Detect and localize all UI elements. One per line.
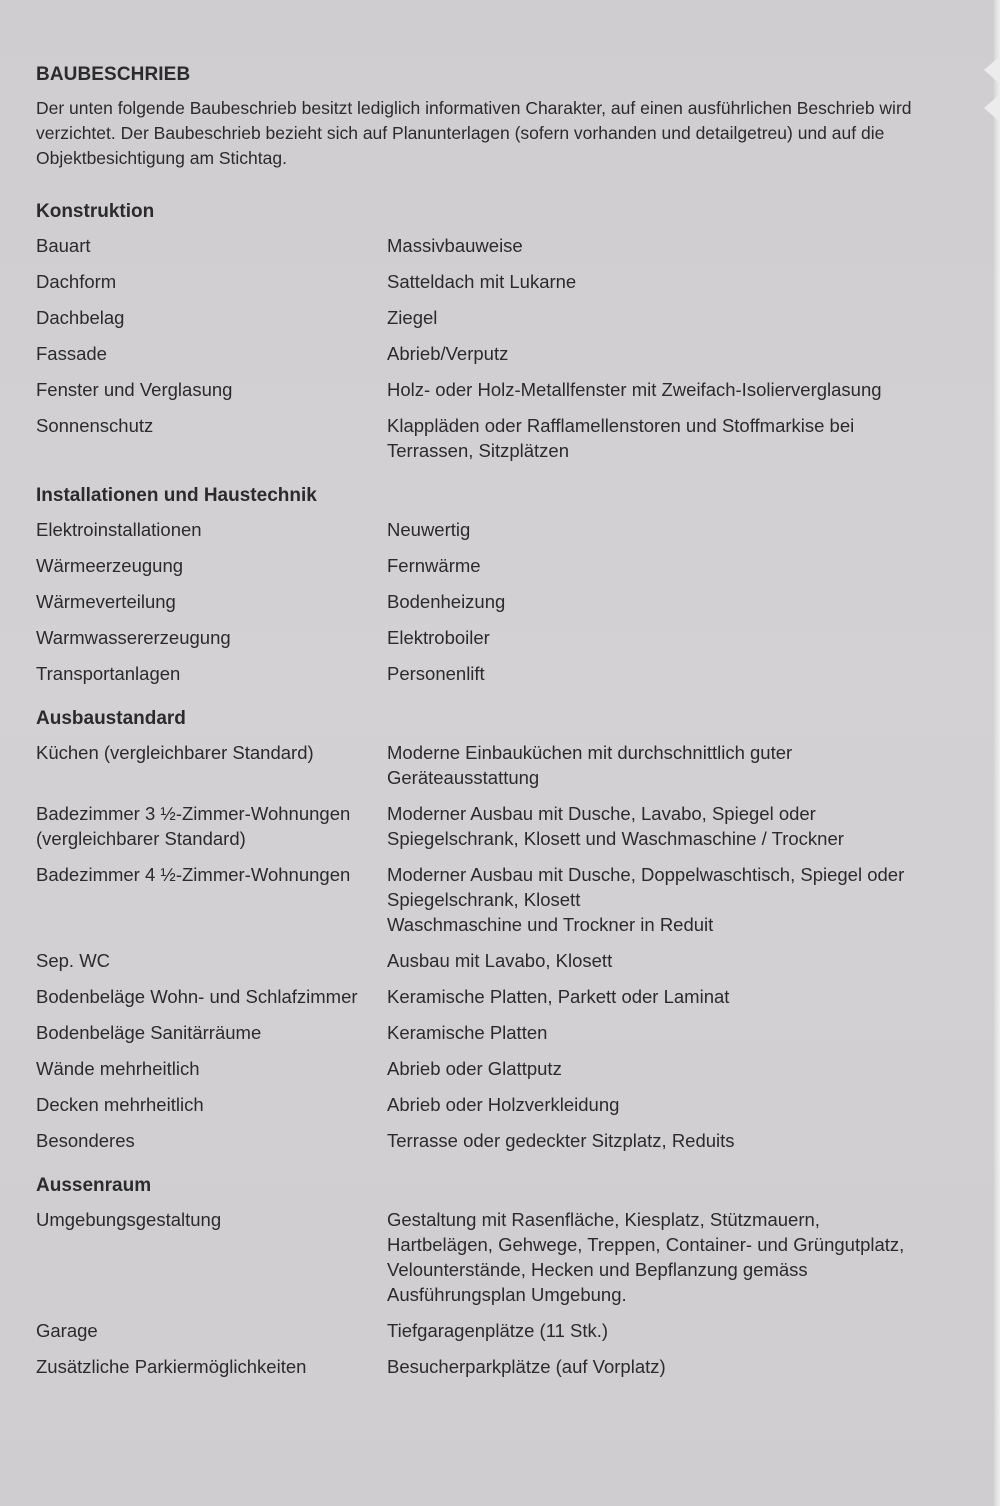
section-ausbaustandard <box>36 708 916 1153</box>
page-tab-marker <box>984 56 1000 84</box>
table-row <box>36 269 916 294</box>
row-label: Elektroinstallationen <box>36 519 202 540</box>
page-tab-marker <box>984 94 1000 122</box>
row-label: Sep. WC <box>36 950 111 971</box>
table-row <box>36 1020 916 1045</box>
table-row <box>36 341 916 366</box>
row-value: Fernwärme <box>387 555 481 576</box>
document-title: BAUBESCHRIEB <box>36 64 191 85</box>
row-label: Garage <box>36 1320 98 1341</box>
row-value: Bodenheizung <box>387 591 506 612</box>
table-row <box>36 1128 916 1153</box>
row-value: Elektroboiler <box>387 627 490 648</box>
row-value: Keramische Platten <box>387 1022 548 1043</box>
row-label: Bodenbeläge Sanitärräume <box>36 1022 262 1043</box>
row-value: Gestaltung mit Rasenfläche, Kiesplatz, Stützmauern, Hartbelägen, Gehwege, Treppen, Container- und Grüngutplatz, Velounterstände, Hecken und Bepflanzung gemäss Ausführungsplan Umgebung. <box>387 1209 905 1305</box>
table-row <box>36 862 916 937</box>
table-row <box>36 305 916 330</box>
row-label: Besonderes <box>36 1130 135 1151</box>
row-value: Holz- oder Holz-Metallfenster mit Zweifach-Isolierverglasung <box>387 379 882 400</box>
row-label: Wärmeverteilung <box>36 591 176 612</box>
row-value: Terrasse oder gedeckter Sitzplatz, Reduits <box>387 1130 735 1151</box>
table-row <box>36 1207 916 1307</box>
row-label: Dachform <box>36 271 117 292</box>
section-title: Konstruktion <box>36 201 155 222</box>
table-row <box>36 1354 916 1379</box>
section-konstruktion <box>36 201 916 463</box>
row-value: Ausbau mit Lavabo, Klosett <box>387 950 613 971</box>
row-label: Fassade <box>36 343 107 364</box>
intro-paragraph: Der unten folgende Baubeschrieb besitzt lediglich informativen Charakter, auf einen ausführlichen Beschrieb wird verzichtet. Der Baubeschrieb bezieht sich auf Planunterlagen (sofern vorhanden und detailgetreu) und auf die Objektbesichtigung am Stichtag. <box>36 98 912 168</box>
row-label: Decken mehrheitlich <box>36 1094 204 1115</box>
row-label: Dachbelag <box>36 307 125 328</box>
section-installationen <box>36 485 916 686</box>
row-value <box>387 862 916 937</box>
row-label: Warmwassererzeugung <box>36 627 231 648</box>
row-label: Transportanlagen <box>36 663 181 684</box>
section-aussenraum <box>36 1175 916 1379</box>
table-row <box>36 801 916 851</box>
row-label: Küchen (vergleichbarer Standard) <box>36 742 314 763</box>
row-label: Wände mehrheitlich <box>36 1058 200 1079</box>
section-title: Installationen und Haustechnik <box>36 485 317 506</box>
table-row <box>36 661 916 686</box>
table-row <box>36 984 916 1009</box>
row-value: Besucherparkplätze (auf Vorplatz) <box>387 1356 666 1377</box>
row-value-line: Moderner Ausbau mit Dusche, Doppelwaschtisch, Spiegel oder Spiegelschrank, Klosett <box>387 864 905 910</box>
row-label: Wärmeerzeugung <box>36 555 184 576</box>
row-value: Tiefgaragenplätze (11 Stk.) <box>387 1320 609 1341</box>
row-value: Moderner Ausbau mit Dusche, Lavabo, Spiegel oder Spiegelschrank, Klosett und Waschmaschine / Trockner <box>387 803 844 849</box>
row-value: Massivbauweise <box>387 235 523 256</box>
section-title: Aussenraum <box>36 1175 152 1196</box>
page-edge <box>994 0 1000 1506</box>
table-row <box>36 553 916 578</box>
table-row <box>36 589 916 614</box>
row-value: Satteldach mit Lukarne <box>387 271 577 292</box>
row-label: Badezimmer 4 ½-Zimmer-Wohnungen <box>36 864 351 885</box>
table-row <box>36 517 916 542</box>
table-row <box>36 625 916 650</box>
row-label: Badezimmer 3 ½-Zimmer-Wohnungen (vergleichbarer Standard) <box>36 803 351 849</box>
section-title: Ausbaustandard <box>36 708 186 729</box>
row-label: Zusätzliche Parkiermöglichkeiten <box>36 1356 307 1377</box>
table-row <box>36 377 916 402</box>
row-value: Neuwertig <box>387 519 471 540</box>
row-value: Moderne Einbauküchen mit durchschnittlich guter Geräteausstattung <box>387 742 793 788</box>
row-value: Abrieb/Verputz <box>387 343 509 364</box>
table-row <box>36 1056 916 1081</box>
table-row <box>36 740 916 790</box>
document-page <box>36 64 916 1401</box>
table-row <box>36 1318 916 1343</box>
row-value: Keramische Platten, Parkett oder Laminat <box>387 986 730 1007</box>
table-row <box>36 1092 916 1117</box>
table-row <box>36 233 916 258</box>
row-label: Sonnenschutz <box>36 415 154 436</box>
table-row <box>36 948 916 973</box>
row-label: Fenster und Verglasung <box>36 379 233 400</box>
row-value-line: Waschmaschine und Trockner in Reduit <box>387 914 714 935</box>
row-label: Umgebungsgestaltung <box>36 1209 222 1230</box>
row-label: Bauart <box>36 235 91 256</box>
row-value: Abrieb oder Glattputz <box>387 1058 562 1079</box>
row-value: Personenlift <box>387 663 485 684</box>
row-value: Klappläden oder Rafflamellenstoren und Stoffmarkise bei Terrassen, Sitzplätzen <box>387 415 855 461</box>
row-value: Ziegel <box>387 307 438 328</box>
row-value: Abrieb oder Holzverkleidung <box>387 1094 620 1115</box>
row-label: Bodenbeläge Wohn- und Schlafzimmer <box>36 986 358 1007</box>
table-row <box>36 413 916 463</box>
